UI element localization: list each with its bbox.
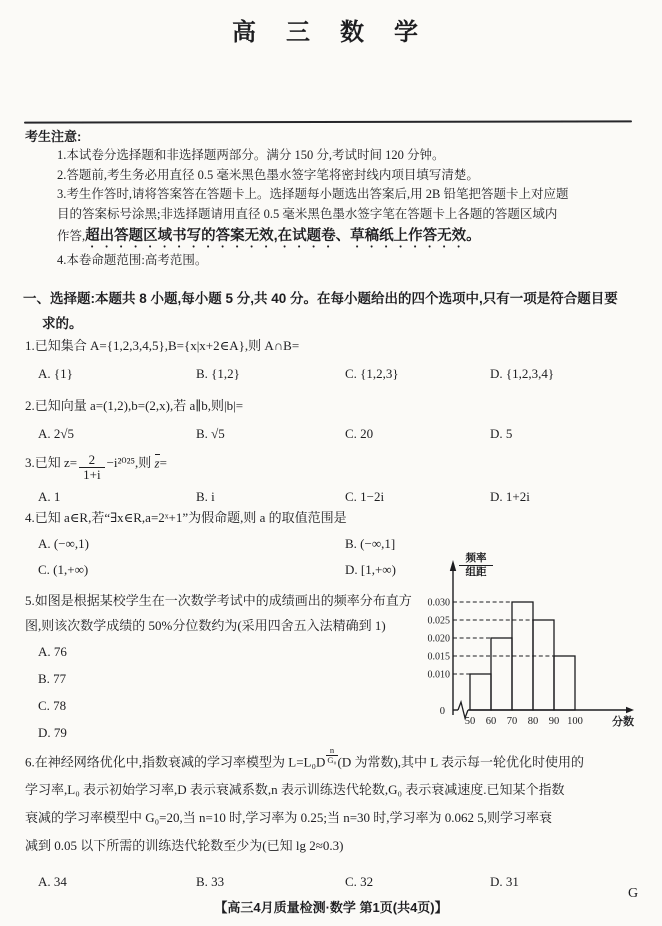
y-tick-label: 0.030 <box>427 597 450 609</box>
section-one-heading <box>23 286 648 336</box>
option-a: A. 76 <box>38 644 67 659</box>
option-b: B. 77 <box>38 671 67 686</box>
question-1-options <box>25 360 645 388</box>
option-a: A. 34 <box>38 874 67 889</box>
notice-emphasis-text: 超出答题区域书写的答案无效,在试题卷、草稿纸上作答无效。 <box>85 228 481 244</box>
option-c: C. 32 <box>345 874 374 889</box>
notice-heading: 考生注意: <box>25 129 82 144</box>
question-6 <box>25 746 645 860</box>
x-tick-label: 50 <box>464 716 476 727</box>
exponent-fraction <box>326 746 337 764</box>
q5-stem-line-1: 5.如图是根据某校学生在一次数学考试中的成绩画出的频率分布直方 <box>25 593 412 608</box>
option-a: A. 1 <box>38 489 61 504</box>
q5-stem-line-2: 图,则该次数学成绩的 50%分位数约为(采用四舍五入法精确到 1) <box>25 618 386 633</box>
x-tick-label: 60 <box>485 716 497 727</box>
origin-label: 0 <box>439 706 445 717</box>
y-tick-label: 0.015 <box>427 651 450 663</box>
option-d: D. 1+2i <box>490 489 530 504</box>
q6-stem-line-3: 衰减的学习率模型中 G₀=20,当 n=10 时,学习率为 0.25;当 n=30 时,学习率为 0.062 5,则学习率衰 <box>25 810 553 826</box>
option-a: A. {1} <box>38 366 73 381</box>
q6-stem-line-1 <box>25 746 645 776</box>
q6-line-1-post: (D 为常数),其中 L 表示每一轮优化时使用的 <box>337 754 585 770</box>
section-heading-line-2: 求的。 <box>42 316 83 331</box>
question-1 <box>25 332 645 388</box>
option-d: D. 5 <box>490 426 513 441</box>
exponent-denominator: G₀ <box>327 754 337 765</box>
q3-stem-post: −i²⁰²⁵,则 <box>106 455 155 470</box>
fraction-numerator: 2 <box>79 453 104 468</box>
notice-item-1: 1.本试卷分选择题和非选择题两部分。满分 150 分,考试时间 120 分钟。 <box>57 148 445 162</box>
option-c: C. {1,2,3} <box>345 366 399 381</box>
section-heading-line-1: 一、选择题:本题共 8 小题,每小题 5 分,共 40 分。在每小题给出的四个选项中,只有一项是符合题目要 <box>23 291 618 306</box>
option-b: B. {1,2} <box>196 366 240 381</box>
x-axis-title: 分数 <box>612 716 634 728</box>
histogram-svg <box>420 549 662 735</box>
option-d: D. [1,+∞) <box>345 562 396 577</box>
option-c: C. 20 <box>345 426 374 441</box>
page-corner-mark: G <box>628 886 639 901</box>
fraction-denominator: 1+i <box>83 466 101 482</box>
y-tick-label: 0.020 <box>427 633 450 645</box>
notice-item-3-line-2: 目的答案标号涂黑;非选择题请用直径 0.5 毫米黑色墨水签字笔在答题卡上各题的答题区域内 <box>57 206 558 221</box>
question-5-options <box>25 638 425 746</box>
question-3-stem <box>25 443 645 483</box>
notice-item-4: 4.本卷命题范围:高考范围。 <box>57 253 208 267</box>
y-axis-label-denominator: 组距 <box>465 566 487 579</box>
histogram-bar <box>491 638 512 710</box>
question-6-options <box>25 868 645 896</box>
q6-stem-line-4: 减到 0.05 以下所需的训练迭代轮数至少为(已知 lg 2≈0.3) <box>25 838 344 854</box>
q3-stem-end: = <box>159 455 167 470</box>
option-d: D. {1,2,3,4} <box>490 366 555 381</box>
page-title: 高 三 数 学 <box>232 20 430 46</box>
question-3 <box>25 443 645 511</box>
notice-item-3-line-3 <box>57 224 640 251</box>
histogram-bar <box>533 620 554 710</box>
option-c: C. 78 <box>38 698 67 713</box>
histogram-bar <box>470 674 491 710</box>
option-a: A. (−∞,1) <box>38 536 89 551</box>
notice-item-3-prefix: 作答, <box>57 229 86 243</box>
y-axis-arrow <box>450 560 456 571</box>
notice-section <box>25 127 640 271</box>
question-5-stem <box>25 588 425 638</box>
option-a: A. 2√5 <box>38 426 75 441</box>
y-tick-label: 0.025 <box>427 615 450 627</box>
x-tick-label: 100 <box>567 716 583 727</box>
q6-formula-pre: 6.在神经网络优化中,指数衰减的学习率模型为 L=L₀D <box>25 754 326 770</box>
q6-stem-line-2: 学习率,L₀ 表示初始学习率,D 表示衰减系数,n 表示训练迭代轮数,G₀ 表示衰减速度.已知某个指数 <box>25 782 565 798</box>
question-1-stem: 1.已知集合 A={1,2,3,4,5},B={x|x+2∈A},则 A∩B= <box>25 338 300 353</box>
header-divider <box>24 120 632 123</box>
x-tick-label: 90 <box>548 716 560 727</box>
question-2-stem: 2.已知向量 a=(1,2),b=(2,x),若 a∥b,则|b|= <box>25 398 244 413</box>
x-tick-label: 80 <box>527 716 539 727</box>
notice-item-3-line-1: 3.考生作答时,请将答案答在答题卡上。选择题每小题选出答案后,用 2B 铅笔把答题卡上对应题 <box>57 187 569 201</box>
option-d: D. 79 <box>38 725 67 740</box>
option-b: B. 33 <box>196 874 225 889</box>
notice-item-2: 2.答题前,考生务必用直径 0.5 毫米黑色墨水签字笔将密封线内项目填写清楚。 <box>57 167 479 182</box>
y-axis-label-numerator: 频率 <box>459 552 493 566</box>
question-6-options-row <box>25 868 645 896</box>
y-axis-label <box>459 552 493 579</box>
fraction <box>79 453 104 481</box>
notice-body <box>25 146 640 271</box>
option-b: B. i <box>196 489 215 504</box>
page-footer <box>0 898 662 918</box>
option-d: D. 31 <box>490 874 519 889</box>
exponent-numerator: n <box>326 746 337 756</box>
frequency-histogram <box>420 549 662 735</box>
x-tick-label: 70 <box>506 716 518 727</box>
q3-stem-pre: 3.已知 z= <box>25 455 78 470</box>
y-tick-label: 0.010 <box>427 669 450 681</box>
x-axis-arrow <box>626 707 634 713</box>
question-4-stem: 4.已知 a∈R,若“∃x∈R,a=2ˣ+1”为假命题,则 a 的取值范围是 <box>25 510 347 525</box>
z-conjugate: z <box>154 455 160 470</box>
question-5 <box>25 588 425 746</box>
question-6-stem <box>25 746 645 860</box>
option-b: B. √5 <box>196 426 225 441</box>
footer-text: 【高三4月质量检测·数学 第1页(共4页)】 <box>214 900 448 915</box>
option-b: B. (−∞,1] <box>345 536 396 551</box>
question-2 <box>25 392 645 448</box>
histogram-bar <box>554 656 575 710</box>
option-c: C. (1,+∞) <box>38 562 89 577</box>
option-c: C. 1−2i <box>345 489 385 504</box>
